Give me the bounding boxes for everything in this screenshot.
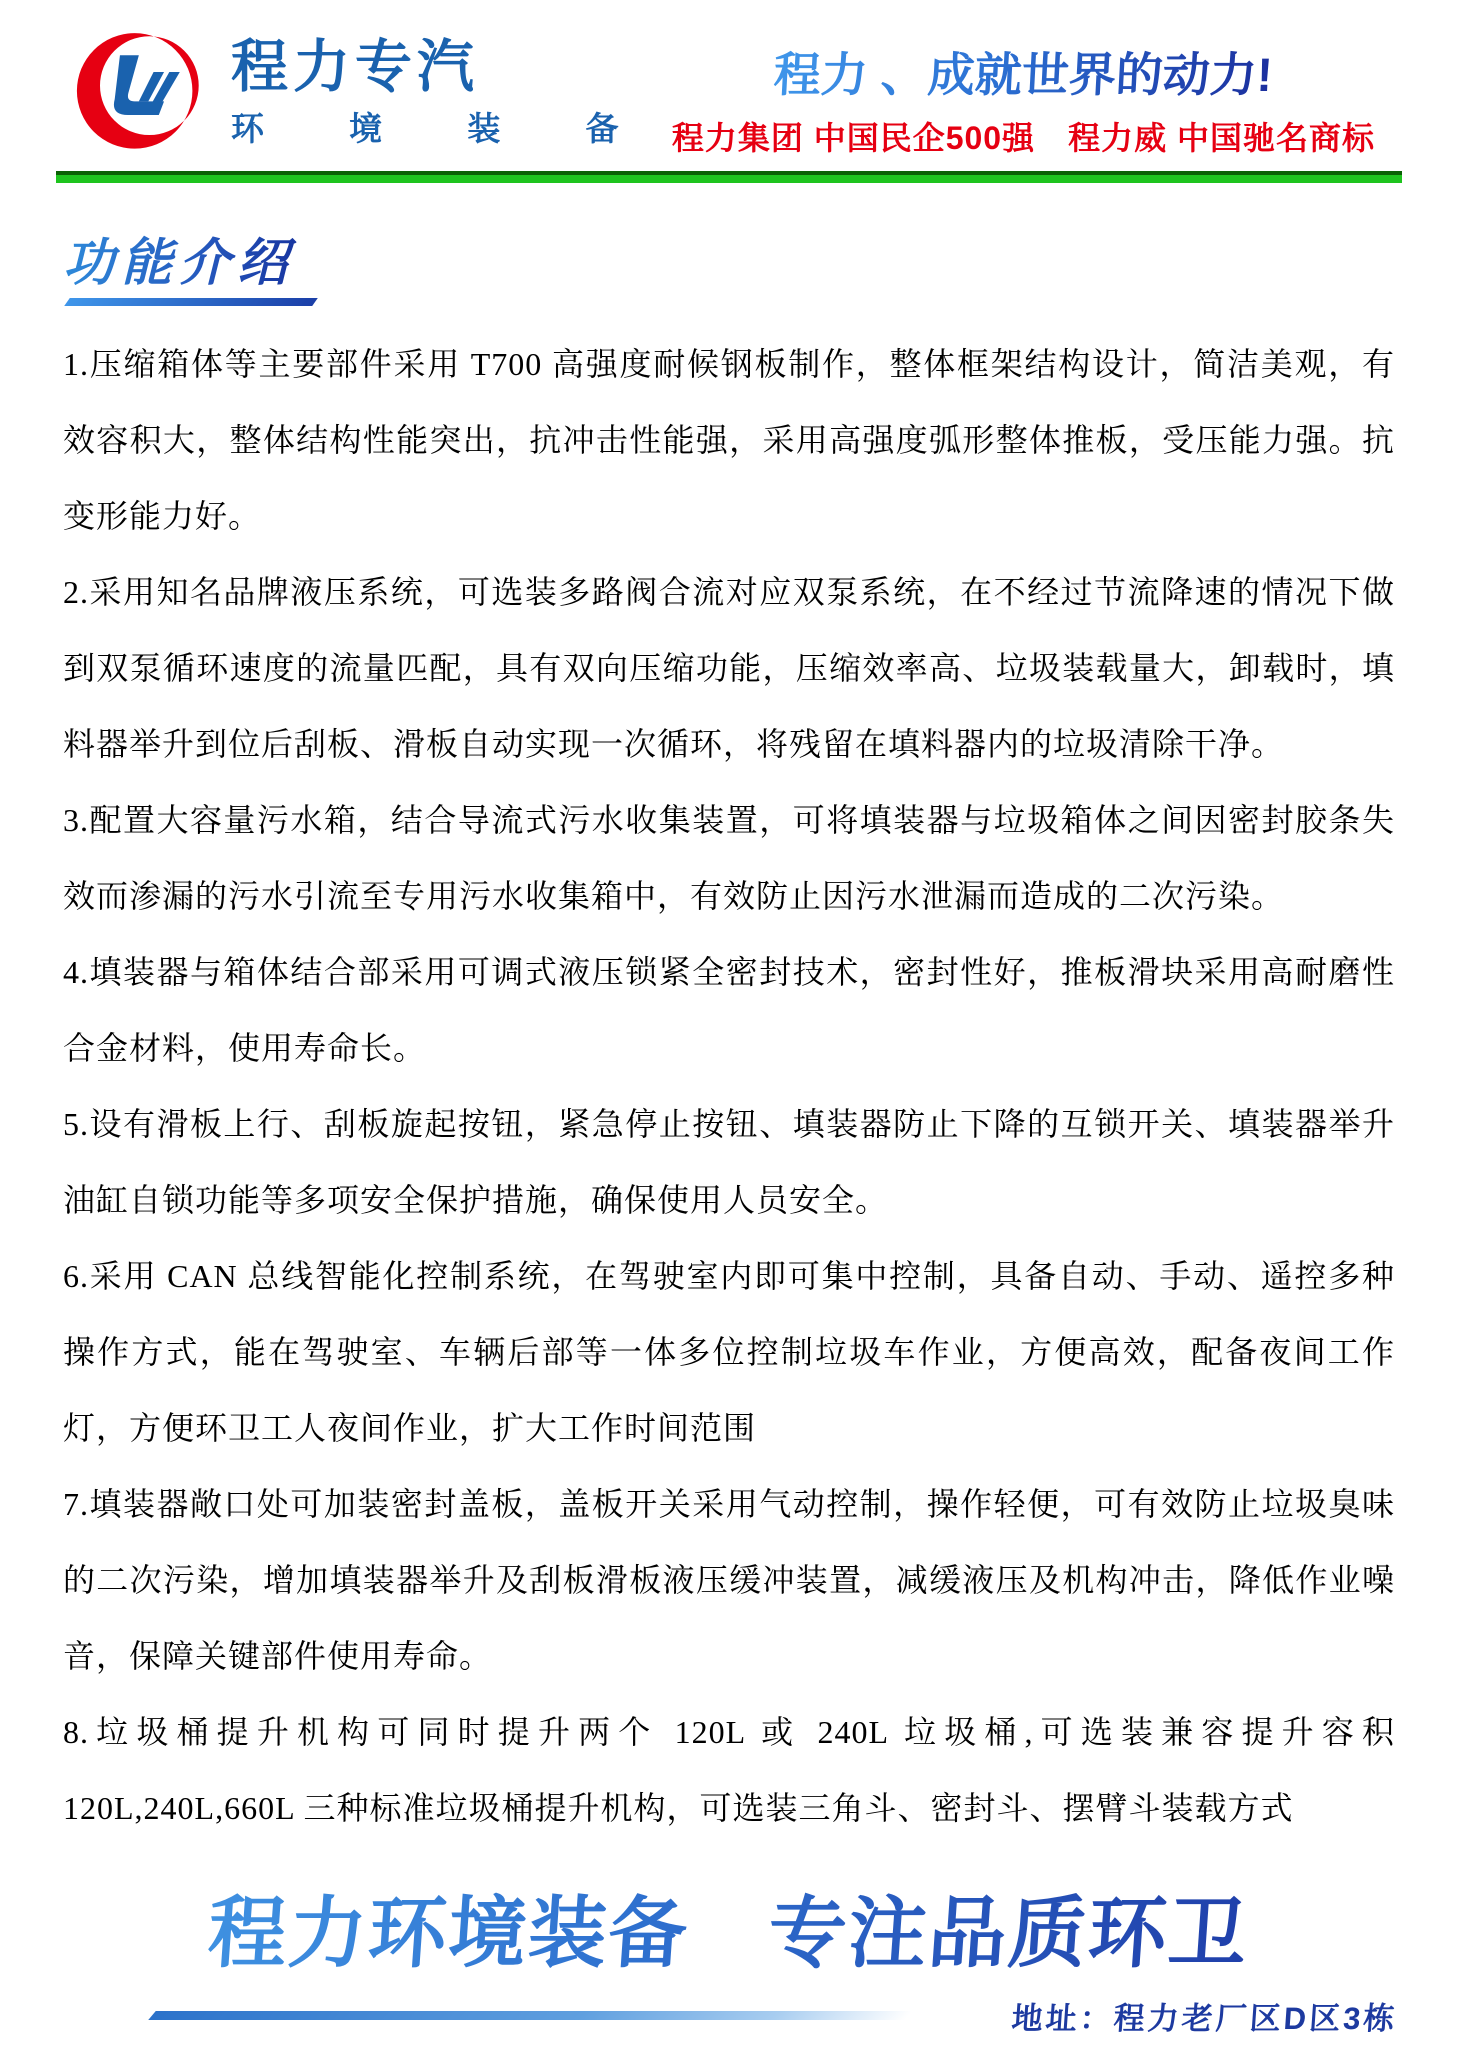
company-logo: [63, 30, 657, 156]
feature-item-8: 8.垃圾桶提升机构可同时提升两个 120L 或 240L 垃圾桶,可选装兼容提升容积 120L,240L,660L 三种标准垃圾桶提升机构，可选装三角斗、密封斗、摆臂斗装载方式: [63, 1714, 1395, 1826]
feature-item-6: 6.采用 CAN 总线智能化控制系统，在驾驶室内即可集中控制，具备自动、手动、遥控多种操作方式，能在驾驶室、车辆后部等一体多位控制垃圾车作业，方便高效，配备夜间工作灯，方便环卫工人夜间作业，扩大工作时间范围: [63, 1258, 1395, 1446]
feature-item-2: 2.采用知名品牌液压系统，可选装多路阀合流对应双泵系统，在不经过节流降速的情况下做到双泵循环速度的流量匹配，具有双向压缩功能，压缩效率高、垃圾装载量大，卸载时，填料器举升到位后刮板、滑板自动实现一次循环，将残留在填料器内的垃圾清除干净。: [63, 574, 1395, 762]
feature-item-7: 7.填装器敞口处可加装密封盖板，盖板开关采用气动控制，操作轻便，可有效防止垃圾臭味的二次污染，增加填装器举升及刮板滑板液压缓冲装置，减缓液压及机构冲击，降低作业噪音，保障关键部件使用寿命。: [63, 1486, 1395, 1674]
header-slogan: 程力 、成就世界的动力!: [772, 38, 1274, 105]
feature-list: [63, 326, 1395, 1846]
page-header: [0, 0, 1458, 167]
logo-text-block: [231, 36, 657, 150]
page-title: 功能介绍: [63, 221, 305, 295]
logo-title: 程力专汽: [231, 35, 479, 100]
footer-row: [152, 1993, 1398, 2038]
footer-slogan: 程力环境装备 专注品质环卫: [0, 1871, 1458, 1983]
feature-item-1: 1.压缩箱体等主要部件采用 T700 高强度耐候钢板制作，整体框架结构设计，简洁美观，有效容积大，整体结构性能突出，抗冲击性能强，采用高强度弧形整体推板，受压能力强。抗变形能力好。: [63, 346, 1395, 534]
green-divider: [56, 171, 1402, 183]
header-right-block: [672, 38, 1395, 159]
footer-stripe: [148, 2011, 936, 2020]
logo-subtitle: 环 境 装 备: [231, 109, 657, 147]
crescent-logo-icon: [63, 30, 221, 156]
page-footer: [0, 1871, 1458, 2038]
feature-item-4: 4.填装器与箱体结合部采用可调式液压锁紧全密封技术，密封性好，推板滑块采用高耐磨性合金材料，使用寿命长。: [63, 954, 1395, 1066]
title-underline: [64, 298, 318, 306]
footer-address: 地址：程力老厂区D区3栋: [1010, 2001, 1400, 2036]
feature-item-5: 5.设有滑板上行、刮板旋起按钮，紧急停止按钮、填装器防止下降的互锁开关、填装器举升油缸自锁功能等多项安全保护措施，确保使用人员安全。: [63, 1106, 1395, 1218]
page-title-block: [63, 221, 1395, 306]
header-credentials: 程力集团 中国民企500强 程力威 中国驰名商标: [671, 120, 1375, 156]
feature-item-3: 3.配置大容量污水箱，结合导流式污水收集装置，可将填装器与垃圾箱体之间因密封胶条失效而渗漏的污水引流至专用污水收集箱中，有效防止因污水泄漏而造成的二次污染。: [63, 802, 1395, 914]
